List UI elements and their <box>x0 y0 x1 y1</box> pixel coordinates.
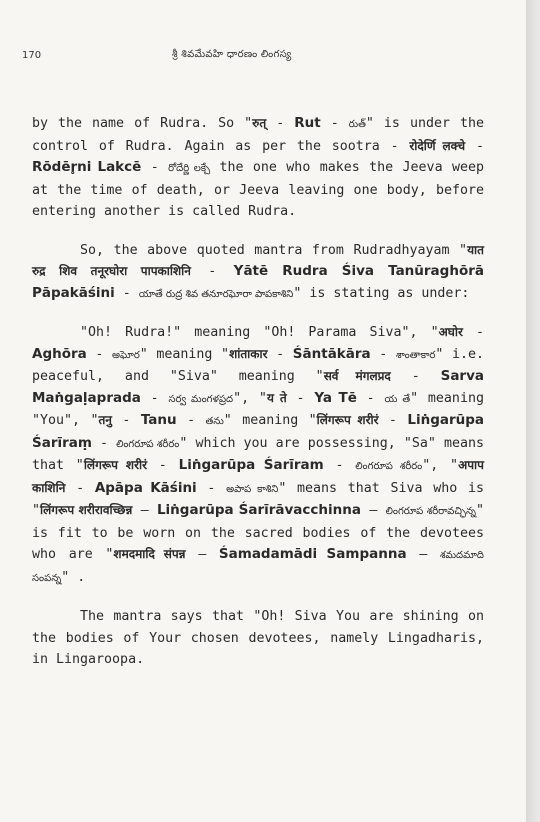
devanagari-term: तनु <box>98 413 112 427</box>
text: " is stating as under: <box>293 285 470 301</box>
text: "Oh! Rudra!" meaning "Oh! Parama Siva", " <box>80 325 439 340</box>
text: - <box>378 413 408 428</box>
text: – <box>406 547 440 562</box>
text: - <box>370 346 396 362</box>
transliteration: Yātē Rudra Śiva Tanūraghōrā Pāpakāśini <box>32 263 484 301</box>
devanagari-term: लिंगरूप शरीरं <box>316 413 379 427</box>
text: - <box>267 346 293 362</box>
text: the one who makes the Jeeva weep at the time of death, or Jeeva leaving one body, before entering another is called Rudra. <box>32 160 484 219</box>
text: " is fit to be worn on the sacred bodies of the devotees who are " <box>32 503 484 562</box>
transliteration: Apāpa Kāśini <box>94 479 197 496</box>
transliteration: Śāntākāra <box>292 345 371 362</box>
telugu-term: లింగరూప శరీరావచ్ఛిన్న <box>385 506 476 517</box>
text: - <box>140 390 169 406</box>
devanagari-term: अघोर <box>438 325 463 339</box>
text: – <box>361 503 386 518</box>
telugu-term: అపాప కాశిని <box>226 483 279 495</box>
devanagari-term: रुत् <box>252 116 267 130</box>
paragraph-3 <box>32 322 484 589</box>
text: The mantra says that "Oh! Siva You are shining on the bodies of Your chosen devotees, namely Lingadharis, in Lingaroopa. <box>32 609 484 667</box>
telugu-term: య తే <box>384 393 411 405</box>
devanagari-term: रोदेर्णि लक्चे <box>409 138 466 153</box>
telugu-term: సర్వ మంగళప్రద <box>168 393 234 405</box>
devanagari-term: य ते <box>266 390 287 405</box>
telugu-term: రుత్ <box>348 119 366 130</box>
text: " is under the control of Rudra. Again as per the sootra - <box>32 116 484 154</box>
devanagari-term: शांताकार <box>229 346 268 361</box>
page-number: 170 <box>22 50 42 61</box>
text: " means that Siva who is " <box>32 480 484 518</box>
text: - <box>390 369 441 384</box>
text: - <box>462 325 484 340</box>
devanagari-term: सर्व मंगलप्रद <box>323 369 391 383</box>
text: - <box>111 413 141 428</box>
telugu-term: రోదేర్ణి లక్చే <box>168 163 211 174</box>
devanagari-term: लिंगरूप शरीरं <box>83 458 148 472</box>
text: ", " <box>422 458 459 473</box>
text: " . <box>61 569 86 585</box>
devanagari-term: शमदमादि संपन्न <box>113 547 186 561</box>
telugu-term: లింగరూప శరీరం <box>355 461 423 472</box>
telugu-term: అఘోర <box>112 349 140 361</box>
transliteration: Rōdēr̥ni Lakcē <box>32 159 142 175</box>
text: - <box>65 480 95 496</box>
text: " meaning " <box>223 413 317 428</box>
paragraph-4 <box>32 606 484 671</box>
text: – <box>185 547 219 562</box>
transliteration: Sarva Maṅgaḷaprada <box>32 368 484 406</box>
text: - <box>356 390 385 406</box>
transliteration: Liṅgarūpa Śarīrāvacchinna <box>156 502 361 518</box>
text: - <box>176 413 206 428</box>
transliteration: Liṅgarūpa Śarīram <box>178 457 324 473</box>
text: - <box>141 160 169 175</box>
text: " i.e. peaceful, and "Siva" meaning " <box>32 346 484 384</box>
paragraph-2 <box>32 240 484 306</box>
text: - <box>86 346 113 362</box>
text: " which you are possessing, "Sa" means that " <box>32 435 484 473</box>
text: - <box>266 116 295 131</box>
running-head: శ్రీ శివమేవహి ధారణం లింగస్య <box>172 49 292 60</box>
text: - <box>286 390 315 406</box>
text: – <box>132 503 157 518</box>
transliteration: Śamadamādi Sampanna <box>218 546 407 562</box>
text: by the name of Rudra. So " <box>32 116 253 131</box>
devanagari-term: यात रुद्र शिव तनूरघोरा पापकाशिनि <box>32 242 484 278</box>
telugu-term: లింగరూప శరీరం <box>116 438 180 450</box>
telugu-term: శమదమాది సంపన్న <box>32 550 484 584</box>
text: ", " <box>233 390 267 406</box>
telugu-term: శాంతాకార <box>395 349 436 361</box>
text: " meaning "You", " <box>32 390 484 428</box>
devanagari-term: लिंगरूप शरीरावच्छिन्न <box>40 503 133 517</box>
transliteration: Liṅgarūpa Śarīraṃ <box>32 412 485 451</box>
text: - <box>323 458 356 473</box>
text: - <box>91 435 117 451</box>
transliteration: Aghōra <box>32 345 87 362</box>
text: - <box>190 264 234 279</box>
text: - <box>320 116 349 131</box>
text: - <box>196 480 227 496</box>
text: - <box>114 285 139 301</box>
transliteration: Ya Tē <box>314 389 357 406</box>
telugu-term: యాతే రుద్ర శివ తనూరఘోరా పాపకాశిని <box>138 288 294 300</box>
devanagari-term: अपाप काशिनि <box>32 458 484 495</box>
text: - <box>465 138 484 154</box>
transliteration: Rut <box>294 115 321 131</box>
paragraph-1 <box>32 113 484 223</box>
transliteration: Tanu <box>140 412 177 428</box>
text: - <box>147 458 179 473</box>
text: So, the above quoted mantra from Rudradhyayam " <box>80 242 468 258</box>
telugu-term: తను <box>205 416 224 427</box>
page-edge <box>526 0 540 822</box>
page-body <box>32 113 484 688</box>
text: " meaning " <box>139 346 230 362</box>
